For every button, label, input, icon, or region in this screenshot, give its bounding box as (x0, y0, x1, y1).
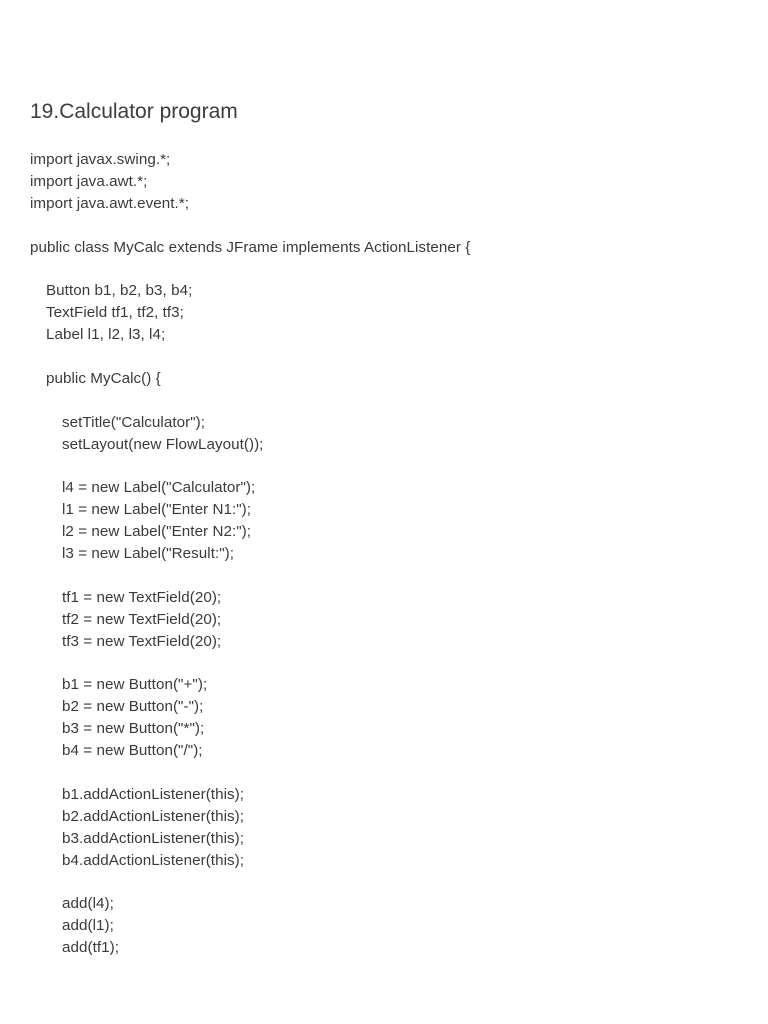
code-line: tf2 = new TextField(20); (62, 610, 222, 628)
code-line: public class MyCalc extends JFrame implements ActionListener { (30, 238, 471, 256)
blank-code-line (30, 762, 750, 784)
code-line: b1.addActionListener(this); (62, 785, 245, 803)
document-title: 19.Calculator program (30, 100, 238, 123)
code-line: TextField tf1, tf2, tf3; (46, 304, 184, 322)
blank-code-line (30, 455, 750, 477)
code-line: l2 = new Label("Enter N2:"); (62, 523, 252, 541)
code-line: l4 = new Label("Calculator"); (62, 479, 256, 497)
code-line: b2 = new Button("-"); (62, 698, 204, 716)
code-line: b1 = new Button("+"); (62, 676, 208, 694)
code-line: setLayout(new FlowLayout()); (62, 435, 264, 453)
code-line: tf1 = new TextField(20); (62, 588, 222, 606)
code-line: setTitle("Calculator"); (62, 413, 206, 431)
blank-code-line (30, 565, 750, 587)
blank-code-line (30, 346, 750, 368)
code-line: tf3 = new TextField(20); (62, 632, 222, 650)
code-line: b3.addActionListener(this); (62, 829, 245, 847)
code-line: import java.awt.event.*; (30, 194, 190, 212)
code-line: add(l4); (62, 895, 114, 913)
code-line: l3 = new Label("Result:"); (62, 545, 235, 563)
code-line: l1 = new Label("Enter N1:"); (62, 501, 252, 519)
code-line: Button b1, b2, b3, b4; (46, 282, 193, 300)
code-line: Label l1, l2, l3, l4; (46, 326, 166, 344)
blank-code-line (30, 215, 750, 237)
blank-code-line (30, 390, 750, 412)
code-block (30, 149, 750, 959)
blank-code-line (30, 871, 750, 893)
blank-code-line (30, 652, 750, 674)
code-line: b2.addActionListener(this); (62, 807, 245, 825)
blank-code-line (30, 258, 750, 280)
code-line: import javax.swing.*; (30, 151, 171, 168)
code-line: b3 = new Button("*"); (62, 720, 205, 738)
code-line: import java.awt.*; (30, 172, 148, 190)
code-line: b4 = new Button("/"); (62, 742, 203, 760)
code-line: public MyCalc() { (46, 369, 161, 387)
code-line: b4.addActionListener(this); (62, 851, 245, 869)
code-line: add(tf1); (62, 939, 120, 957)
code-line: add(l1); (62, 917, 114, 935)
